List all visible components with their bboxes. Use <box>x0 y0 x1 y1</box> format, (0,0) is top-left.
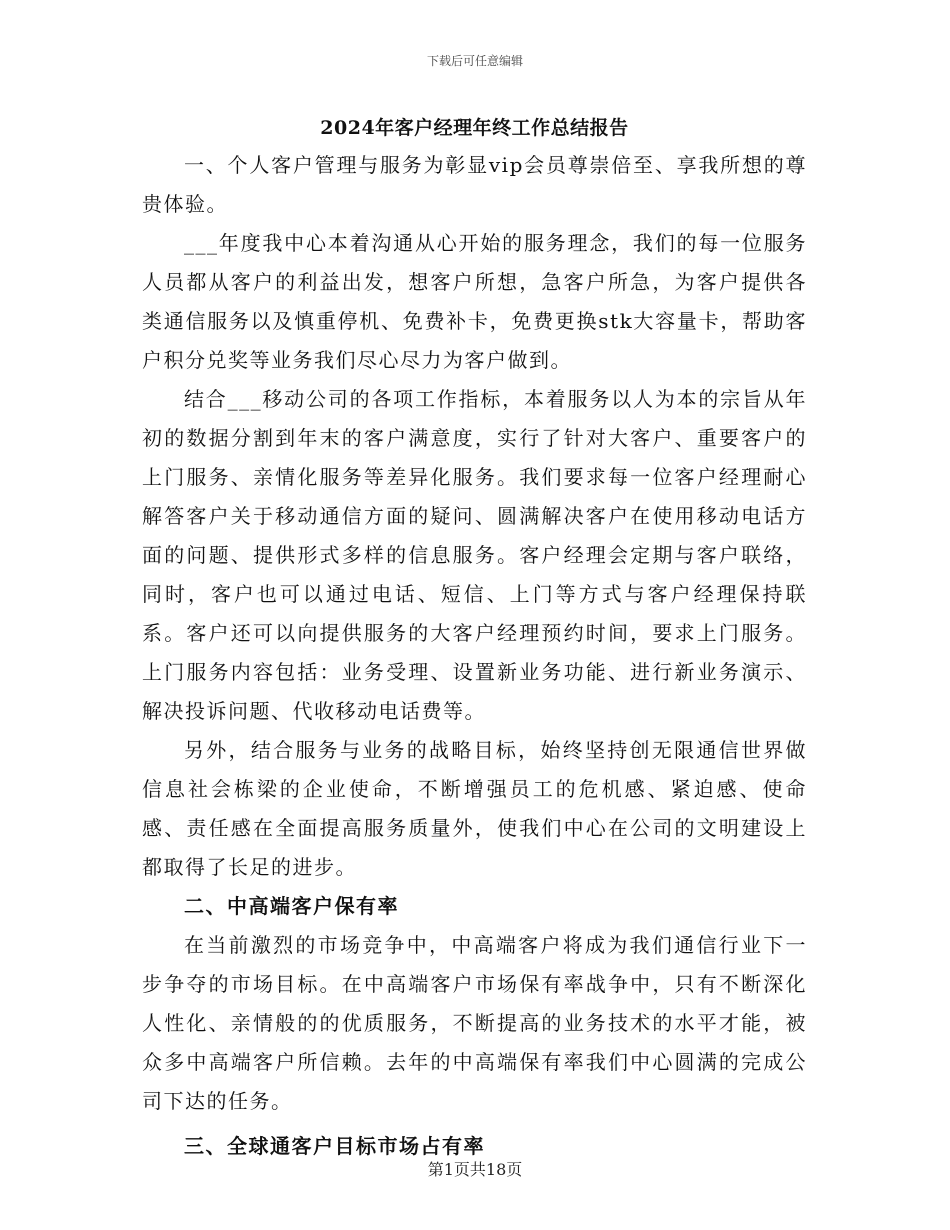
document-title: 2024年客户经理年终工作总结报告 <box>320 117 629 139</box>
paragraph-2: ___年度我中心本着沟通从心开始的服务理念，我们的每一位服务人员都从客户的利益出发，想客户所想，急客户所急，为客户提供各类通信服务以及慎重停机、免费补卡，免费更换stk大容量卡，帮助客户积分兑奖等业务我们尽心尽力为客户做到。 <box>142 231 807 372</box>
page-number: 第1页共18页 <box>427 1160 523 1179</box>
paragraph-5: 在当前激烈的市场竞争中，中高端客户将成为我们通信行业下一步争夺的市场目标。在中高端客户市场保有率战争中，只有不断深化人性化、亲情般的的优质服务，不断提高的业务技术的水平才能，被众多中高端客户所信赖。去年的中高端保有率我们中心圆满的完成公司下达的任务。 <box>142 933 807 1113</box>
section-heading-3: 三、全球通客户目标市场占有率 <box>184 1134 485 1158</box>
paragraph-3: 结合___移动公司的各项工作指标，本着服务以人为本的宗旨从年初的数据分割到年末的客户满意度，实行了针对大客户、重要客户的上门服务、亲情化服务等差异化服务。我们要求每一位客户经理耐心解答客户关于移动通信方面的疑问、圆满解决客户在使用移动电话方面的问题、提供形式多样的信息服务。客户经理会定期与客户联络，同时，客户也可以通过电话、短信、上门等方式与客户经理保持联系。客户还可以向提供服务的大客户经理预约时间，要求上门服务。上门服务内容包括：业务受理、设置新业务功能、进行新业务演示、解决投诉问题、代收移动电话费等。 <box>142 387 807 723</box>
page-header-note: 下载后可任意编辑 <box>426 54 523 68</box>
paragraph-1: 一、个人客户管理与服务为彰显vip会员尊崇倍至、享我所想的尊贵体验。 <box>142 153 807 216</box>
document-body <box>142 114 807 1166</box>
paragraph-4: 另外，结合服务与业务的战略目标，始终坚持创无限通信世界做信息社会栋梁的企业使命，不断增强员工的危机感、紧迫感、使命感、责任感在全面提高服务质量外，使我们中心在公司的文明建设上都取得了长足的进步。 <box>142 738 807 879</box>
section-heading-2: 二、中高端客户保有率 <box>184 894 399 918</box>
